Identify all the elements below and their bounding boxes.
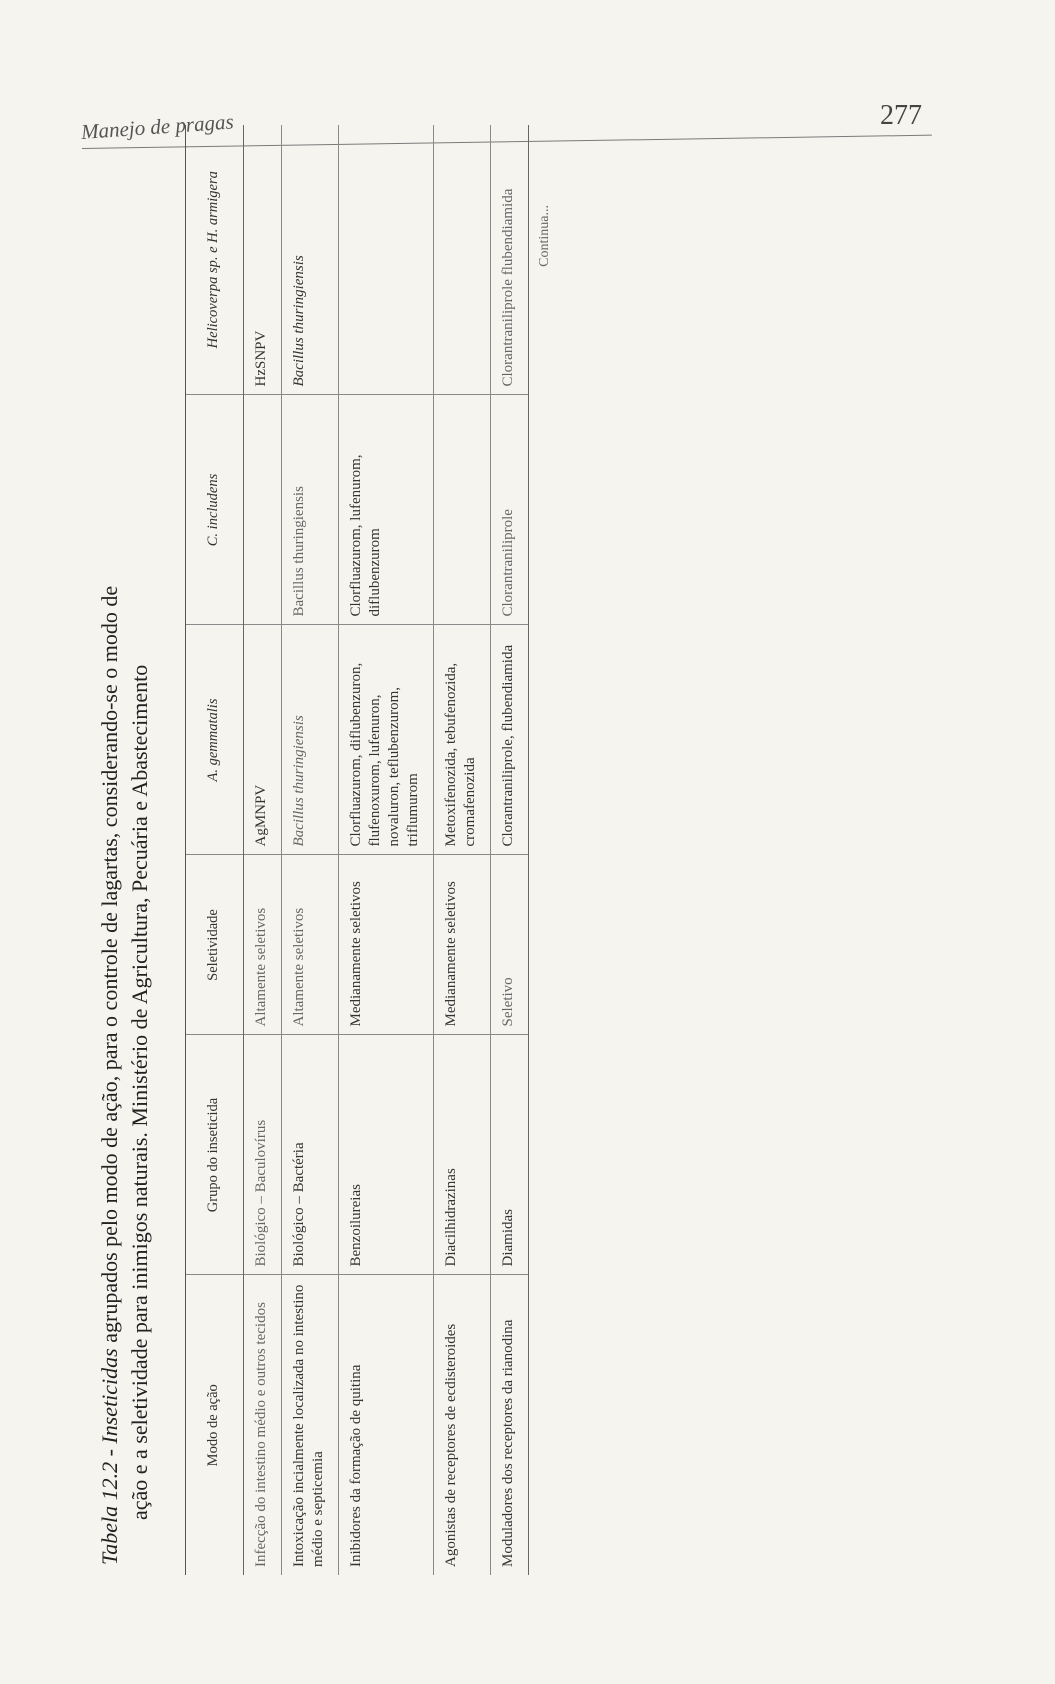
cell-group: Benzoilureias	[339, 1035, 434, 1275]
cell-group: Biológico – Bactéria	[282, 1035, 339, 1275]
table-row	[244, 125, 282, 1575]
page-number: 277	[880, 100, 922, 131]
header-mode: Modo de ação	[186, 1275, 244, 1575]
caption-number: Tabela 12.2 - Inseticidas	[97, 1348, 122, 1565]
cell-group: Diacilhidrazinas	[434, 1035, 491, 1275]
cell-mode: Inibidores da formação de quitina	[339, 1275, 434, 1575]
cell-group: Diamidas	[491, 1035, 529, 1275]
table-header-row	[186, 125, 244, 1575]
cell-c-includens	[244, 395, 282, 625]
cell-helicoverpa: Clorantraniliprole flubendiamida	[491, 125, 529, 395]
cell-a-gemmatalis: Metoxifenozida, tebufenozida, cromafenozida	[434, 625, 491, 855]
cell-selectivity: Seletivo	[491, 855, 529, 1035]
continua-note: Continua...	[537, 205, 552, 267]
header-group: Grupo do inseticida	[186, 1035, 244, 1275]
cell-helicoverpa: HzSNPV	[244, 125, 282, 395]
cell-c-includens: Bacillus thuringiensis	[282, 395, 339, 625]
cell-mode: Agonistas de receptores de ecdisteroides	[434, 1275, 491, 1575]
cell-mode: Infecção do intestino médio e outros tecidos	[244, 1275, 282, 1575]
table-row	[282, 125, 339, 1575]
cell-a-gemmatalis: Clorantraniliprole, flubendiamida	[491, 625, 529, 855]
cell-a-gemmatalis: Clorfluazurom, diflubenzuron, flufenoxurom, lufenuron, novaluron, teflubenzurom, triflumurom	[339, 625, 434, 855]
cell-c-includens: Clorantraniliprole	[491, 395, 529, 625]
cell-mode: Intoxicação incialmente localizada no intestino médio e septicemia	[282, 1275, 339, 1575]
rotated-table-block	[95, 125, 875, 1575]
cell-c-includens: Clorfluazurom, lufenurom, diflubenzurom	[339, 395, 434, 625]
caption-line2: ação e a seletividade para inimigos naturais. Ministério de Agricultura, Pecuária e Abastecimento	[127, 664, 152, 1520]
cell-selectivity: Altamente seletivos	[244, 855, 282, 1035]
table-row	[339, 125, 434, 1575]
table-caption	[95, 125, 155, 1575]
cell-group: Biológico – Baculovírus	[244, 1035, 282, 1275]
cell-a-gemmatalis: AgMNPV	[244, 625, 282, 855]
cell-selectivity: Medianamente seletivos	[339, 855, 434, 1035]
insecticide-table	[185, 125, 529, 1575]
table-row	[434, 125, 491, 1575]
cell-helicoverpa	[339, 125, 434, 395]
caption-line1: agrupados pelo modo de ação, para o controle de lagartas, considerando-se o modo de	[97, 585, 122, 1343]
cell-selectivity: Medianamente seletivos	[434, 855, 491, 1035]
cell-a-gemmatalis: Bacillus thuringiensis	[282, 625, 339, 855]
header-helicoverpa: Helicoverpa sp. e H. armigera	[186, 125, 244, 395]
header-c-includens: C. includens	[186, 395, 244, 625]
cell-c-includens	[434, 395, 491, 625]
header-a-gemmatalis: A. gemmatalis	[186, 625, 244, 855]
cell-mode: Moduladores dos receptores da rianodina	[491, 1275, 529, 1575]
cell-helicoverpa: Bacillus thuringiensis	[282, 125, 339, 395]
table-row	[491, 125, 529, 1575]
header-selectivity: Seletividade	[186, 855, 244, 1035]
cell-selectivity: Altamente seletivos	[282, 855, 339, 1035]
running-title: Manejo de pragas	[80, 109, 235, 145]
cell-helicoverpa	[434, 125, 491, 395]
